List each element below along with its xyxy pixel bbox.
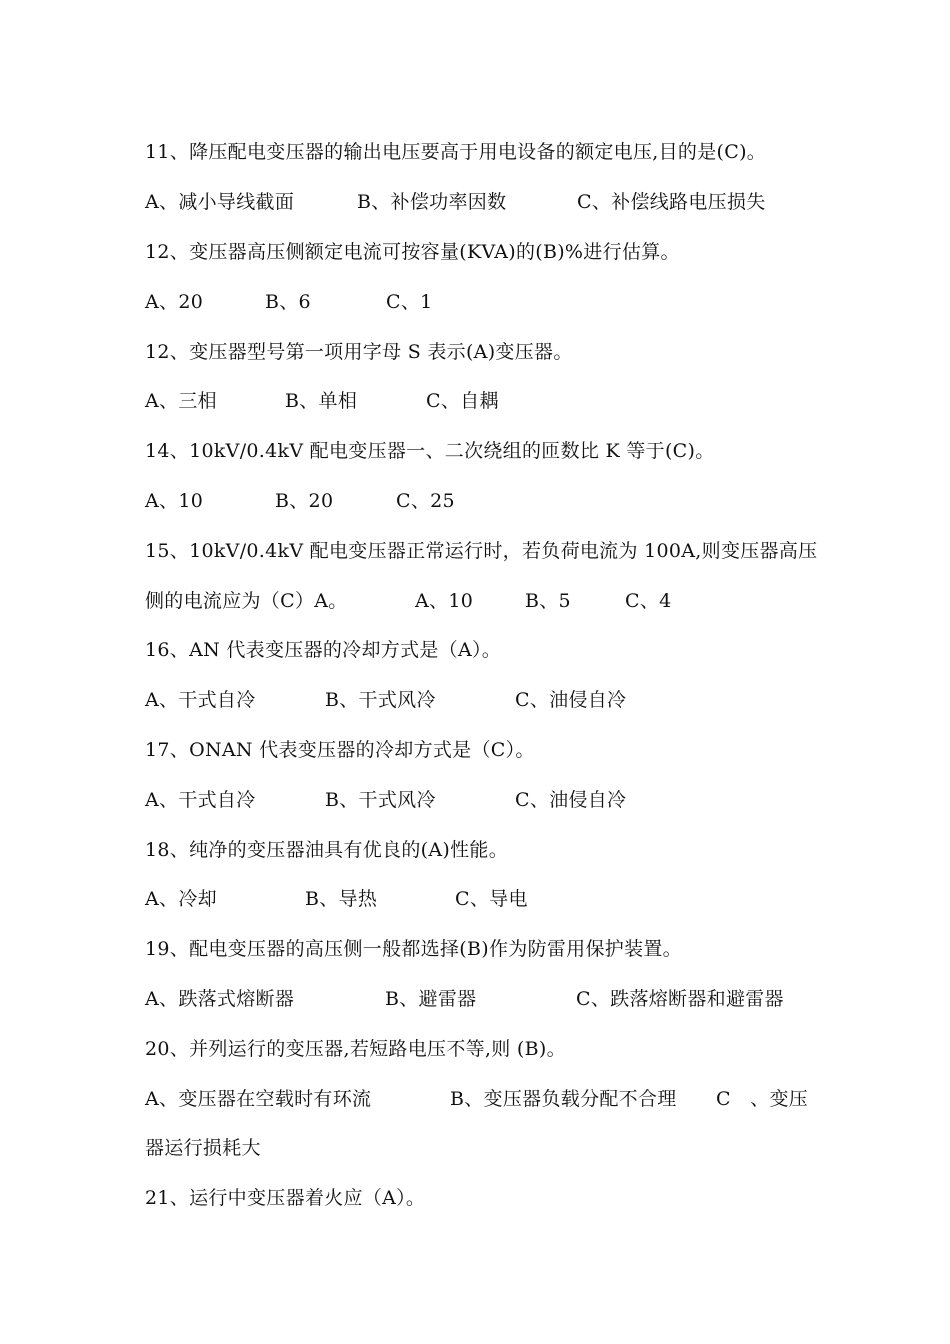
option-b: B、变压器负载分配不合理 <box>450 1088 677 1110</box>
option-b: B、补偿功率因数 <box>357 191 507 213</box>
option-a: A、10 <box>415 590 474 612</box>
option-c: C、1 <box>386 291 433 313</box>
option-c: C、油侵自冷 <box>515 789 627 811</box>
option-a: A、干式自冷 <box>145 789 256 811</box>
option-a: A、三相 <box>145 390 217 412</box>
option-a: A、跌落式熔断器 <box>145 988 295 1010</box>
question-stem: 17、ONAN 代表变压器的冷却方式是（C）。 <box>145 739 535 761</box>
option-c: C、导电 <box>455 888 528 910</box>
option-a: A、冷却 <box>145 888 217 910</box>
option-b: B、干式风冷 <box>325 689 436 711</box>
option-a: A、变压器在空载时有环流 <box>145 1088 372 1110</box>
question-stem-continued: 侧的电流应为（C）A。 <box>145 590 348 612</box>
option-b: B、6 <box>265 291 311 313</box>
option-a: A、干式自冷 <box>145 689 256 711</box>
option-a: A、减小导线截面 <box>145 191 295 213</box>
question-stem: 16、AN 代表变压器的冷却方式是（A）。 <box>145 639 502 661</box>
question-stem: 14、10kV/0.4kV 配电变压器一、二次绕组的匝数比 K 等于(C)。 <box>145 440 715 462</box>
option-c: C、补偿线路电压损失 <box>577 191 766 213</box>
question-stem: 19、配电变压器的高压侧一般都选择(B)作为防雷用保护装置。 <box>145 938 682 960</box>
question-stem: 18、纯净的变压器油具有优良的(A)性能。 <box>145 839 509 861</box>
option-c: C、自耦 <box>426 390 499 412</box>
option-b: B、干式风冷 <box>325 789 436 811</box>
option-c: C、25 <box>396 490 455 512</box>
question-stem: 20、并列运行的变压器,若短路电压不等,则 (B)。 <box>145 1038 566 1060</box>
question-stem: 15、10kV/0.4kV 配电变压器正常运行时，若负荷电流为 100A,则变压器高压 <box>145 540 818 562</box>
option-c-continued: 器运行损耗大 <box>145 1137 261 1159</box>
question-stem: 12、变压器高压侧额定电流可按容量(KVA)的(B)%进行估算。 <box>145 241 680 263</box>
option-b: B、单相 <box>285 390 358 412</box>
option-a: A、20 <box>145 291 204 313</box>
option-a: A、10 <box>145 490 204 512</box>
question-stem: 12、变压器型号第一项用字母 S 表示(A)变压器。 <box>145 341 573 363</box>
option-b: B、导热 <box>305 888 378 910</box>
option-c: C、4 <box>625 590 672 612</box>
option-c: C 、变压 <box>716 1088 809 1110</box>
option-b: B、5 <box>525 590 571 612</box>
question-stem: 21、运行中变压器着火应（A）。 <box>145 1187 426 1209</box>
option-b: B、20 <box>275 490 334 512</box>
option-c: C、跌落熔断器和避雷器 <box>576 988 784 1010</box>
option-b: B、避雷器 <box>385 988 477 1010</box>
question-stem: 11、降压配电变压器的输出电压要高于用电设备的额定电压,目的是(C)。 <box>145 141 767 163</box>
option-c: C、油侵自冷 <box>515 689 627 711</box>
